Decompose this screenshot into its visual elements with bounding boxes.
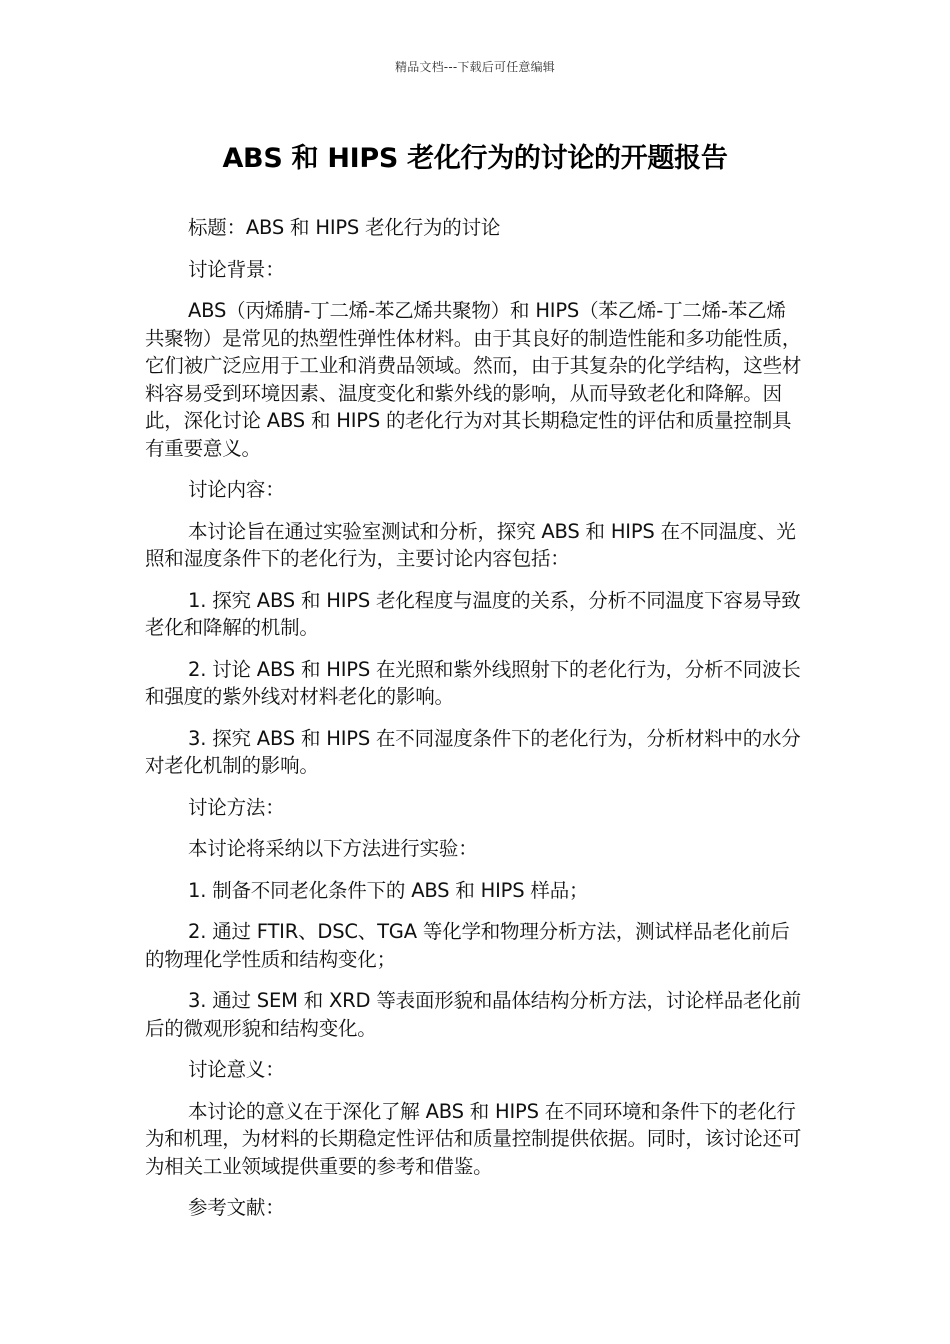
document-body	[145, 214, 805, 1236]
heading-references: 参考文献：	[188, 1196, 285, 1219]
heading-significance: 讨论意义：	[188, 1058, 285, 1081]
paragraph-subject: 标题：ABS 和 HIPS 老化行为的讨论	[188, 216, 501, 239]
heading-content: 讨论内容：	[188, 478, 285, 501]
list-item-content-3: 3. 探究 ABS 和 HIPS 在不同湿度条件下的老化行为，分析材料中的水分对老化机制的影响。	[145, 726, 801, 777]
page-header-note: 精品文档---下载后可任意编辑	[395, 60, 555, 74]
list-item-method-3: 3. 通过 SEM 和 XRD 等表面形貌和晶体结构分析方法，讨论样品老化前后的微观形貌和结构变化。	[145, 989, 801, 1040]
list-item-method-2: 2. 通过 FTIR、DSC、TGA 等化学和物理分析方法，测试样品老化前后的物理化学性质和结构变化；	[145, 920, 790, 971]
heading-background: 讨论背景：	[188, 257, 285, 281]
paragraph-background: ABS（丙烯腈-丁二烯-苯乙烯共聚物）和 HIPS（苯乙烯-丁二烯-苯乙烯共聚物）是常见的热塑性弹性体材料。由于其良好的制造性能和多功能性质，它们被广泛应用于工业和消费品领域。然而，由于其复杂的化学结构，这些材料容易受到环境因素、温度变化和紫外线的影响，从而导致老化和降解。因此，深化讨论 ABS 和 HIPS 的老化行为对其长期稳定性的评估和质量控制具有重要意义。	[145, 299, 802, 460]
paragraph-methods-intro: 本讨论将采纳以下方法进行实验：	[188, 837, 478, 860]
list-item-method-1: 1. 制备不同老化条件下的 ABS 和 HIPS 样品；	[188, 878, 589, 902]
paragraph-content-intro: 本讨论旨在通过实验室测试和分析，探究 ABS 和 HIPS 在不同温度、光照和湿度条件下的老化行为，主要讨论内容包括：	[145, 519, 796, 570]
heading-methods: 讨论方法：	[188, 795, 285, 819]
list-item-content-1: 1. 探究 ABS 和 HIPS 老化程度与温度的关系，分析不同温度下容易导致老化和降解的机制。	[145, 588, 801, 639]
paragraph-significance: 本讨论的意义在于深化了解 ABS 和 HIPS 在不同环境和条件下的老化行为和机理，为材料的长期稳定性评估和质量控制提供依据。同时，该讨论还可为相关工业领域提供重要的参考和借鉴。	[145, 1099, 802, 1178]
list-item-content-2: 2. 讨论 ABS 和 HIPS 在光照和紫外线照射下的老化行为，分析不同波长和强度的紫外线对材料老化的影响。	[145, 657, 801, 708]
document-title: ABS 和 HIPS 老化行为的讨论的开题报告	[222, 143, 728, 174]
